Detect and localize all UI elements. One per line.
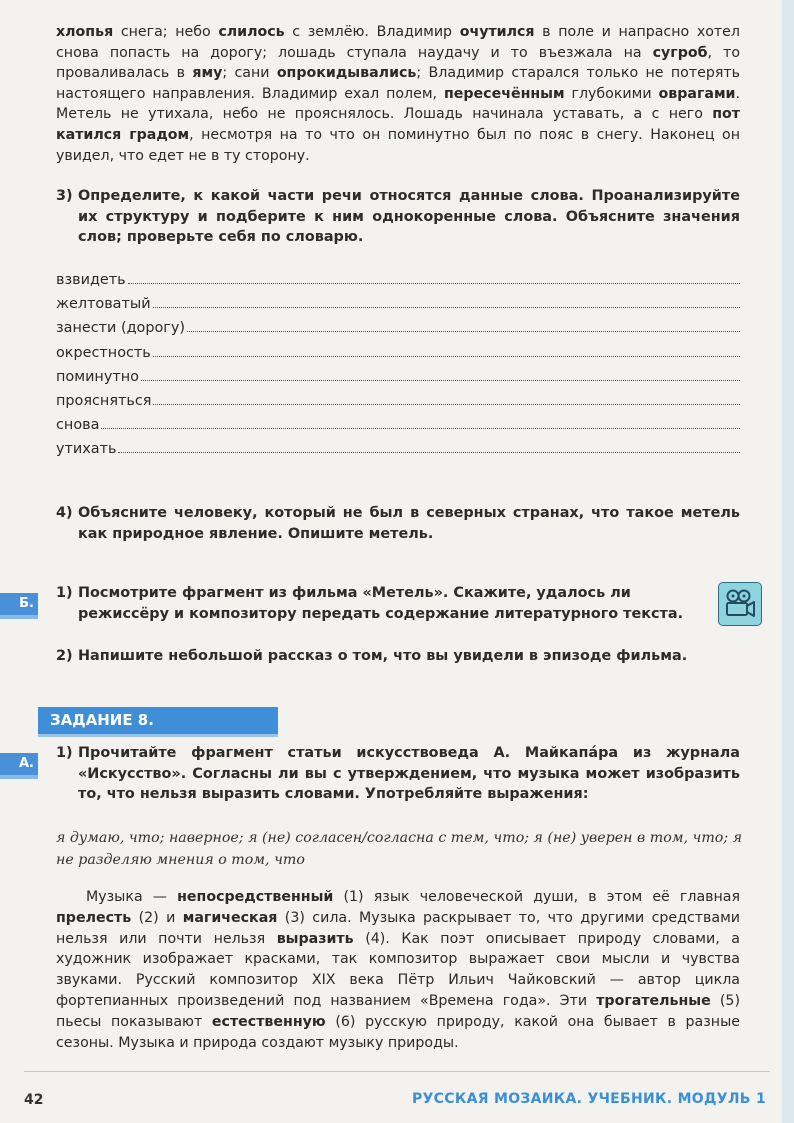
expressions-list: я думаю, что; наверное; я (не) согласен/согласна с тем, что; я (не) уверен в том, что; я не разделяю мнения о том, что — [56, 830, 743, 868]
question-text: Посмотрите фрагмент из фильма «Метель». Скажите, удалось ли режиссёру и композитору передать содержание литературного текста. — [78, 585, 684, 622]
question-text: Определите, к какой части речи относятся данные слова. Проанализируйте их структуру и подберите к ним однокоренные слова. Объясните значения слов; проверьте себя по словарю. — [78, 188, 740, 245]
question-b-2 — [56, 646, 740, 667]
page-edge-shadow — [782, 0, 794, 1123]
question-3 — [56, 186, 740, 248]
word-item: поминутно — [56, 368, 139, 385]
word-answer-line[interactable] — [56, 320, 740, 344]
paragraph-text: (2) и — [131, 909, 183, 926]
word-answer-line[interactable] — [56, 272, 740, 296]
dotted-answer-line[interactable] — [153, 306, 740, 308]
word-answer-list — [56, 272, 740, 466]
dotted-answer-line[interactable] — [153, 403, 740, 405]
highlighted-word: яму — [192, 65, 223, 82]
word-answer-line[interactable] — [56, 393, 740, 417]
highlighted-word: выразить — [276, 930, 354, 947]
question-text: Напишите небольшой рассказ о том, что вы увидели в эпизоде фильма. — [78, 648, 688, 664]
paragraph-text: с землёю. Владимир — [284, 24, 460, 40]
paragraph-text: , то проваливалась в — [56, 44, 741, 82]
word-item: взвидеть — [56, 272, 126, 288]
highlighted-word: опрокидывались — [276, 65, 417, 82]
paragraph-text: ; сани — [222, 65, 277, 82]
highlighted-word: слилось — [218, 24, 285, 40]
word-item: занести (дорогу) — [56, 320, 185, 337]
highlighted-word: очутился — [459, 24, 535, 40]
dotted-answer-line[interactable] — [153, 355, 740, 357]
highlighted-word: естественную — [211, 1013, 326, 1030]
word-answer-line[interactable] — [56, 369, 740, 393]
highlighted-word: оврагами — [658, 85, 736, 102]
section-tab-underline — [0, 615, 38, 619]
question-number: 4) — [56, 505, 73, 521]
question-number: 1) — [56, 585, 73, 601]
paragraph-text: (5) пьесы показывают — [56, 992, 740, 1030]
word-answer-line[interactable] — [56, 345, 740, 369]
dotted-answer-line[interactable] — [128, 282, 740, 284]
highlighted-word: пот катился градом — [56, 106, 740, 143]
dotted-answer-line[interactable] — [141, 379, 740, 381]
paragraph-text: в поле и напрасно хотел снова попасть на дорогу; лошадь ступала наудачу и то въезжала на — [56, 24, 740, 61]
word-answer-line[interactable] — [56, 296, 740, 320]
highlighted-word: хлопья — [56, 24, 114, 40]
question-number: 2) — [56, 648, 73, 664]
word-item: проясняться — [56, 392, 152, 409]
paragraph-text: (4). Как поэт описывает природу словами, а художник изображает красками, так композитор выражает свои мысли и чувства звуками. Русский композитор XIX века Пётр Ильич Чайковский — автор цикла фортепианных произведений под названием «Времена года». Эти — [56, 930, 740, 1009]
highlighted-word: пересечённым — [443, 85, 565, 102]
question-text: Объясните человеку, который не был в северных странах, что такое метель как природное явление. Опишите метель. — [78, 505, 740, 542]
question-number: 3) — [56, 188, 73, 204]
paragraph-text: (1) язык человеческой души, в этом её главная — [333, 889, 741, 905]
paragraph-text: ; Владимир старался только не потерять настоящего направления. Владимир ехал полем, — [56, 65, 740, 102]
word-item: утихать — [56, 441, 117, 458]
footer-divider — [24, 1071, 770, 1072]
paragraph-text: (6) русскую природу, какой она бывает в разные сезоны. Музыка и природа создают музыку природы. — [56, 1013, 740, 1051]
task-8-header-underline — [38, 734, 278, 737]
highlighted-word: магическая — [182, 909, 278, 926]
dotted-answer-line[interactable] — [187, 330, 740, 332]
paragraph-text: . Метель не утихала, небо не прояснялось. Лошадь начинала уставать, а с него — [56, 85, 740, 123]
section-tab-a: А. — [0, 753, 38, 775]
question-number: 1) — [56, 745, 73, 761]
question-text: Прочитайте фрагмент статьи искусствоведа А. Майкапа́ра из журнала «Искусство». Согласны ли вы с утверждением, что музыка может изобразить то, что нельзя выразить словами. Употребляйте выражения: — [78, 745, 740, 802]
film-camera-icon[interactable] — [718, 582, 762, 626]
question-4 — [56, 503, 740, 544]
word-item: снова — [56, 417, 100, 434]
highlighted-word: сугроб — [652, 44, 708, 61]
word-answer-line[interactable] — [56, 441, 740, 465]
paragraph-text: , несмотря на то что он поминутно был по пояс в снегу. Наконец он увидел, что едет не в ту сторону. — [56, 126, 740, 164]
book-title-footer: РУССКАЯ МОЗАИКА. УЧЕБНИК. МОДУЛЬ 1 — [412, 1091, 766, 1107]
paragraph-text: Музыка — — [86, 889, 178, 905]
page-number: 42 — [24, 1092, 44, 1108]
word-item: желтоватый — [56, 296, 151, 313]
highlighted-word: трогательные — [596, 992, 711, 1009]
film-camera-icon-graphic — [719, 583, 760, 624]
section-tab-underline — [0, 775, 38, 779]
paragraph-text: снега; небо — [113, 24, 219, 40]
dotted-answer-line[interactable] — [118, 451, 740, 453]
word-answer-line[interactable] — [56, 417, 740, 441]
story-excerpt-paragraph — [56, 22, 740, 166]
music-article-paragraph — [56, 887, 740, 1053]
highlighted-word: непосредственный — [177, 889, 334, 905]
paragraph-text: глубокими — [564, 85, 659, 102]
section-tab-b: Б. — [0, 593, 38, 615]
word-item: окрестность — [56, 344, 151, 361]
task-8-header: ЗАДАНИЕ 8. — [38, 707, 278, 734]
question-b-1 — [56, 583, 706, 624]
paragraph-text: (3) сила. Музыка раскрывает то, что другими средствами нельзя или почти нельзя — [56, 909, 740, 947]
dotted-answer-line[interactable] — [101, 427, 740, 429]
question-8-1 — [56, 743, 740, 805]
highlighted-word: прелесть — [56, 909, 132, 926]
